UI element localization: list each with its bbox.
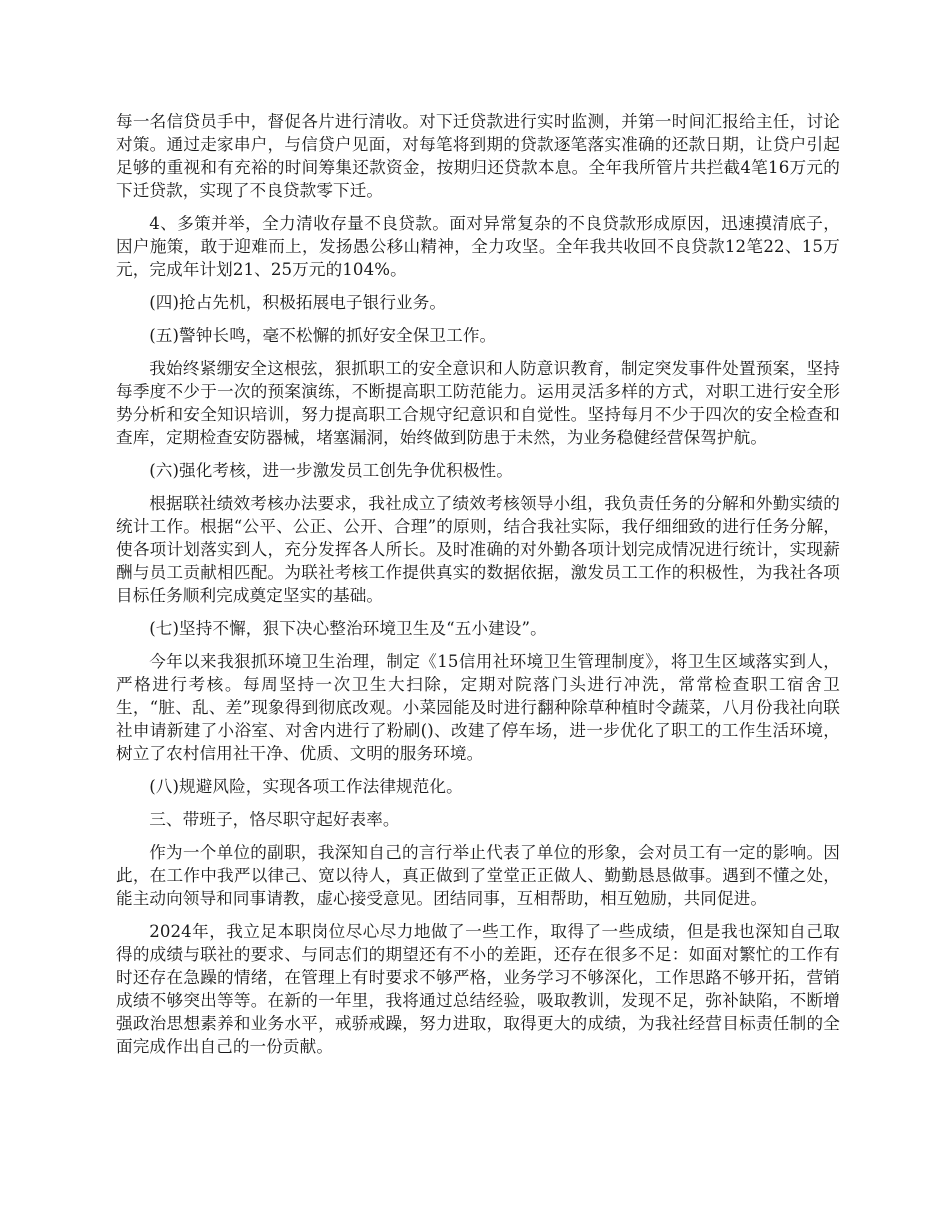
section-heading-4: (四)抢占先机，积极拓展电子银行业务。	[149, 293, 447, 312]
paragraph-2: 4、多策并举，全力清收存量不良贷款。面对异常复杂的不良贷款形成原因，迅速摸清底子，因户施策，敢于迎难而上，发扬愚公移山精神，全力攻坚。全年我共收回不良贷款12笔22、15万元，完成年计划21、25万元的104%。	[116, 214, 840, 279]
paragraph-environment: 今年以来我狠抓环境卫生治理，制定《15信用社环境卫生管理制度》，将卫生区域落实到人，严格进行考核。每周坚持一次卫生大扫除，定期对院落门头进行冲洗，常常检查职工宿舍卫生，“脏、乱、差”现象得到彻底改观。小菜园能及时进行翻种除草种植时令蔬菜，八月份我社向联社申请新建了小浴室、对舍内进行了粉刷()、改建了停车场，进一步优化了职工的工作生活环境，树立了农村信用社干净、优质、文明的服务环境。	[116, 652, 840, 763]
paragraph-assessment: 根据联社绩效考核办法要求，我社成立了绩效考核领导小组，我负责任务的分解和外勤实绩的统计工作。根据“公平、公正、公开、合理”的原则，结合我社实际，我仔细细致的进行任务分解，使各项计划落实到人，充分发挥各人所长。及时准确的对外勤各项计划完成情况进行统计，实现薪酬与员工贡献相匹配。为联社考核工作提供真实的数据依据，激发员工工作的积极性，为我社各项目标任务顺利完成奠定坚实的基础。	[116, 494, 840, 605]
section-heading-3: 三、带班子，恪尽职守起好表率。	[149, 810, 400, 829]
paragraph-leadership: 作为一个单位的副职，我深知自己的言行举止代表了单位的形象，会对员工有一定的影响。因此，在工作中我严以律己、宽以待人，真正做到了堂堂正正做人、勤勤恳恳做事。遇到不懂之处，能主动向领导和同事请教，虚心接受意见。团结同事，互相帮助，相互勉励，共同促进。	[116, 843, 840, 908]
paragraph-security: 我始终紧绷安全这根弦，狠抓职工的安全意识和人防意识教育，制定突发事件处置预案，坚持每季度不少于一次的预案演练，不断提高职工防范能力。运用灵活多样的方式，对职工进行安全形势分析和安全知识培训，努力提高职工合规守纪意识和自觉性。坚持每月不少于四次的安全检查和查库，定期检查安防器械，堵塞漏洞，始终做到防患于未然，为业务稳健经营保驾护航。	[116, 359, 840, 447]
document-page	[116, 110, 840, 1068]
section-heading-5: (五)警钟长鸣，毫不松懈的抓好安全保卫工作。	[149, 326, 497, 345]
paragraph-summary: 2024年，我立足本职岗位尽心尽力地做了一些工作，取得了一些成绩，但是我也深知自己取得的成绩与联社的要求、与同志们的期望还有不小的差距，还存在很多不足：如面对繁忙的工作有时还存在急躁的情绪，在管理上有时要求不够严格，业务学习不够深化，工作思路不够开拓，营销成绩不够突出等等。在新的一年里，我将通过总结经验，吸取教训，发现不足，弥补缺陷，不断增强政治思想素养和业务水平，戒骄戒躁，努力进取，取得更大的成绩，为我社经营目标责任制的全面完成作出自己的一份贡献。	[116, 922, 840, 1056]
section-heading-8: (八)规避风险，实现各项工作法律规范化。	[149, 777, 463, 796]
section-heading-6: (六)强化考核，进一步激发员工创先争优积极性。	[149, 461, 513, 480]
section-heading-7: (七)坚持不懈，狠下决心整治环境卫生及“五小建设”。	[149, 619, 547, 638]
paragraph-1: 每一名信贷员手中，督促各片进行清收。对下迁贷款进行实时监测，并第一时间汇报给主任，讨论对策。通过走家串户，与信贷户见面，对每笔将到期的贷款逐笔落实准确的还款日期，让贷户引起足够的重视和有充裕的时间筹集还款资金，按期归还贷款本息。全年我所管片共拦截4笔16万元的下迁贷款，实现了不良贷款零下迁。	[116, 112, 840, 200]
